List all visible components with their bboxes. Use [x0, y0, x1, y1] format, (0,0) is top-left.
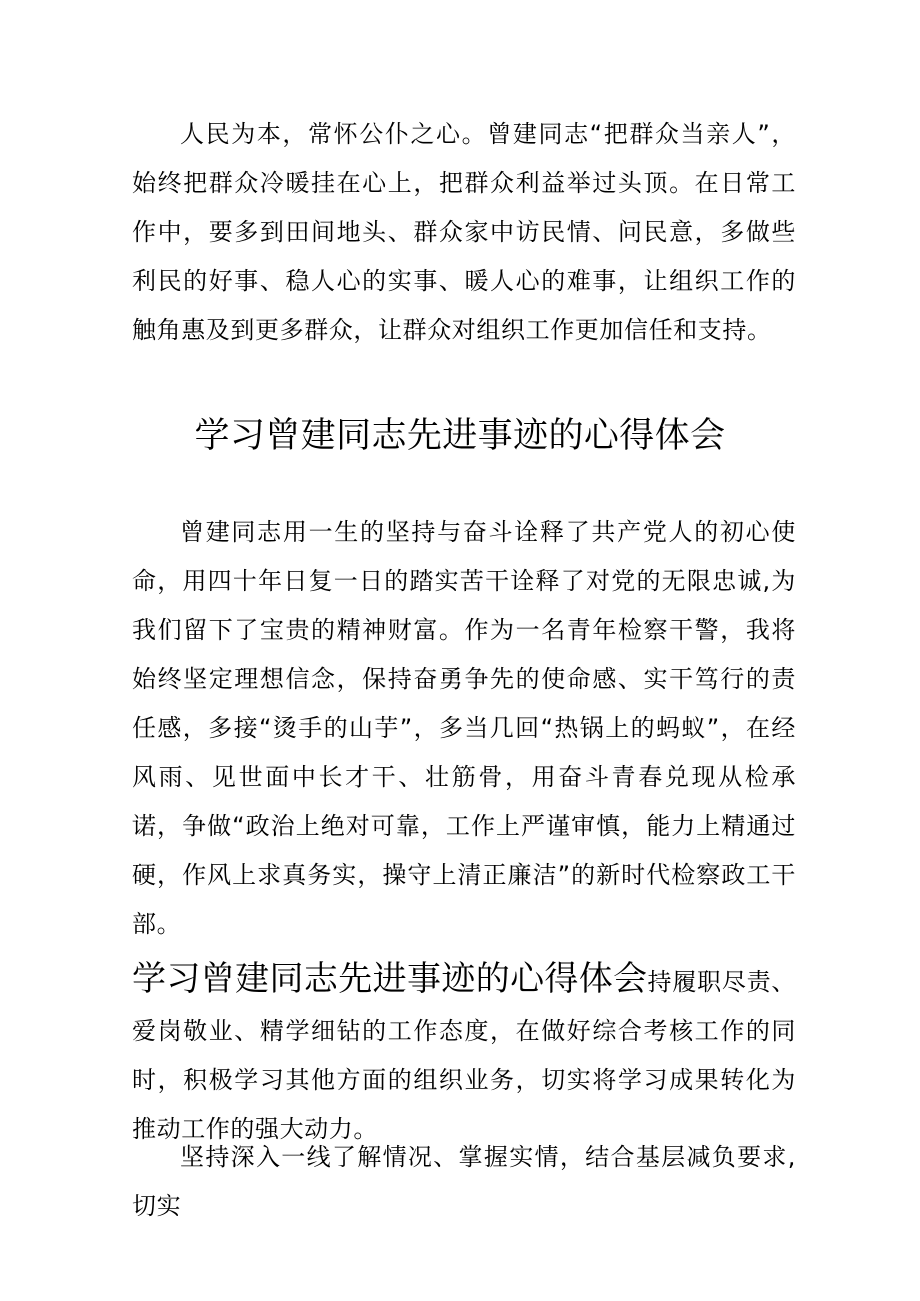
paragraph-3: [132, 955, 796, 1154]
paragraph-1: 人民为本，常怀公仆之心。曾建同志“把群众当亲人”，始终把群众冷暖挂在心上，把群众利益举过头顶。在日常工作中，要多到田间地头、群众家中访民情、问民意，多做些利民的好事、稳人心的实事、暖人心的难事，让组织工作的触角惠及到更多群众，让群众对组织工作更加信任和支持。: [132, 120, 796, 344]
inline-heading: 学习曾建同志先进事迹的心得体会: [132, 959, 648, 999]
paragraph-4: 坚持深入一线了解情况、掌握实情，结合基层减负要求,切实: [132, 1143, 796, 1220]
section-title: 学习曾建同志先进事迹的心得体会: [194, 416, 726, 456]
paragraph-3-text: 持履职尽责、爱岗敬业、精学细钻的工作态度，在做好综合考核工作的同时，积极学习其他方面的组织业务，切实将学习成果转化为推动工作的强大动力。: [132, 968, 796, 1143]
paragraph-2: 曾建同志用一生的坚持与奋斗诠释了共产党人的初心使命，用四十年日复一日的踏实苦干诠释了对党的无限忠诚,为我们留下了宝贵的精神财富。作为一名青年检察干警，我将始终坚定理想信念，保持奋勇争先的使命感、实干笃行的责任感，多接“烫手的山芋”，多当几回“热锅上的蚂蚁”，在经风雨、见世面中长才干、壮筋骨，用奋斗青春兑现从检承诺，争做“政治上绝对可靠，工作上严谨审慎，能力上精通过硬，作风上求真务实，操守上清正廉洁”的新时代检察政工干部。: [132, 518, 796, 938]
